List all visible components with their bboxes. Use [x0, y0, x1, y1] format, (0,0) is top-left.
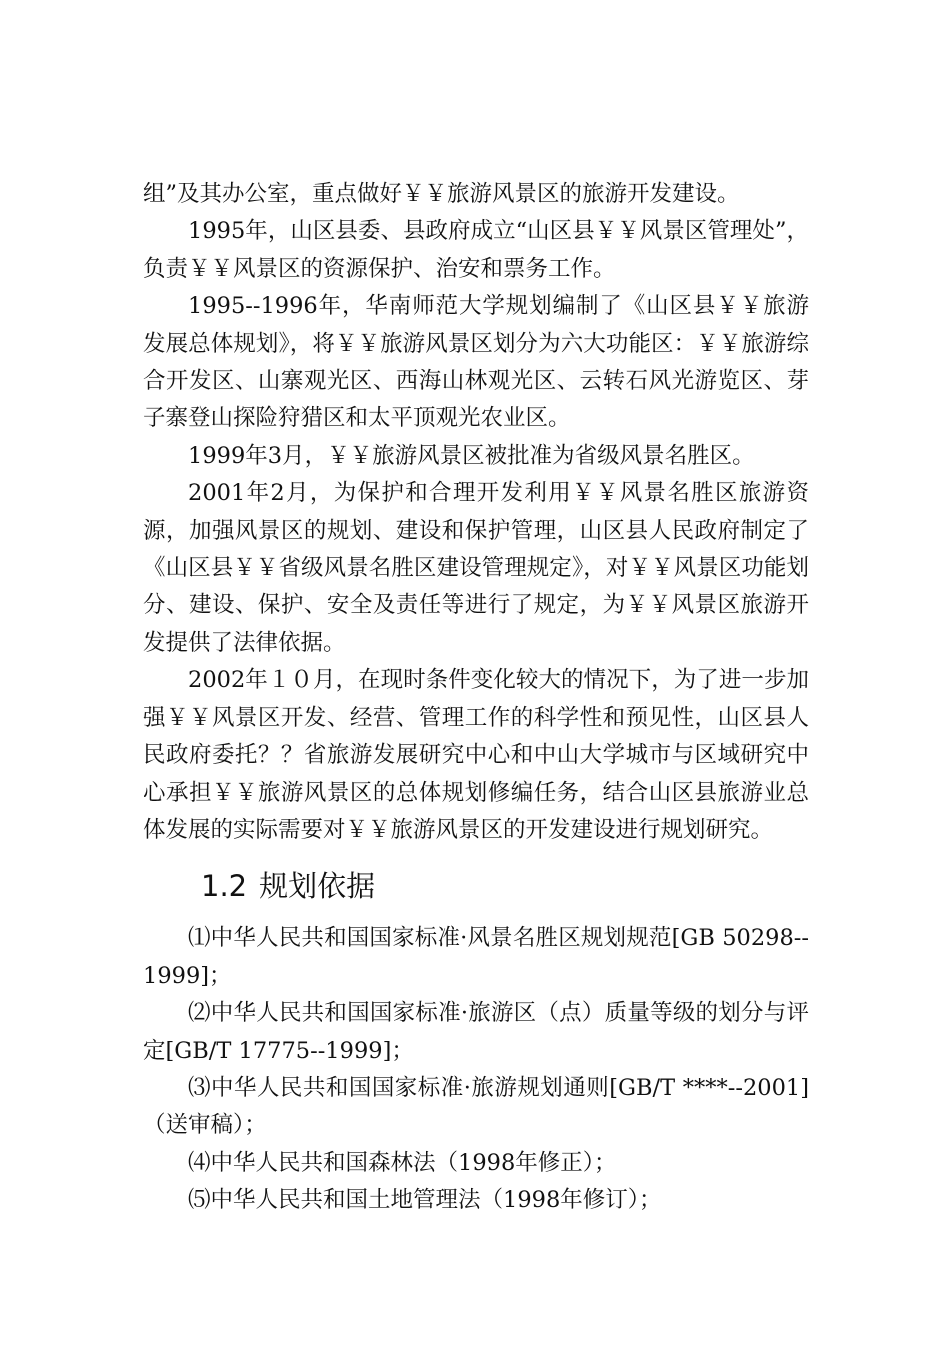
paragraph-2001-regulation: 2001年2月，为保护和合理开发利用￥￥风景名胜区旅游资源，加强风景区的规划、建设和保护管理，山区县人民政府制定了《山区县￥￥省级风景名胜区建设管理规定》，对￥￥风景区功能划分、建设、保护、安全及责任等进行了规定，为￥￥风景区旅游开发提供了法律依据。: [143, 480, 809, 656]
document-body: [143, 176, 809, 1220]
section-title: 规划依据: [259, 869, 376, 904]
section-number: 1.2: [201, 869, 248, 904]
section-heading: [201, 866, 809, 906]
paragraph-1995-management-office: 1995年，山区县委、县政府成立“山区县￥￥风景区管理处”，负责￥￥风景区的资源保护、治安和票务工作。: [143, 218, 809, 282]
paragraph-1999-approval: 1999年3月，￥￥旅游风景区被批准为省级风景名胜区。: [188, 442, 755, 469]
paragraph-continuation: 组”及其办公室，重点做好￥￥旅游风景区的旅游开发建设。: [143, 181, 740, 207]
paragraph-2002-revision: 2002年１０月，在现时条件变化较大的情况下，为了进一步加强￥￥风景区开发、经营、管理工作的科学性和预见性，山区县人民政府委托？？省旅游发展研究中心和中山大学城市与区域研究中心承担￥￥旅游风景区的总体规划修编任务，结合山区县旅游业总体发展的实际需要对￥￥旅游风景区的开发建设进行规划研究。: [143, 667, 809, 843]
paragraph-1995-1996-planning: 1995--1996年，华南师范大学规划编制了《山区县￥￥旅游发展总体规划》，将￥￥旅游风景区划分为六大功能区：￥￥旅游综合开发区、山寨观光区、西海山林观光区、云转石风光游览区、芽子寨登山探险狩猎区和太平顶观光农业区。: [143, 293, 809, 432]
reference-item: ⑸中华人民共和国土地管理法（1998年修订）；: [188, 1187, 662, 1214]
reference-item: ⑷中华人民共和国森林法（1998年修正）；: [188, 1149, 617, 1176]
reference-item: ⑵中华人民共和国国家标准·旅游区（点）质量等级的划分与评定[GB/T 17775--1999]；: [143, 1000, 809, 1064]
reference-item: ⑶中华人民共和国国家标准·旅游规划通则[GB/T ****--2001]（送审稿）；: [143, 1074, 809, 1139]
reference-item: ⑴中华人民共和国国家标准·风景名胜区规划规范[GB 50298--1999]；: [143, 925, 809, 989]
